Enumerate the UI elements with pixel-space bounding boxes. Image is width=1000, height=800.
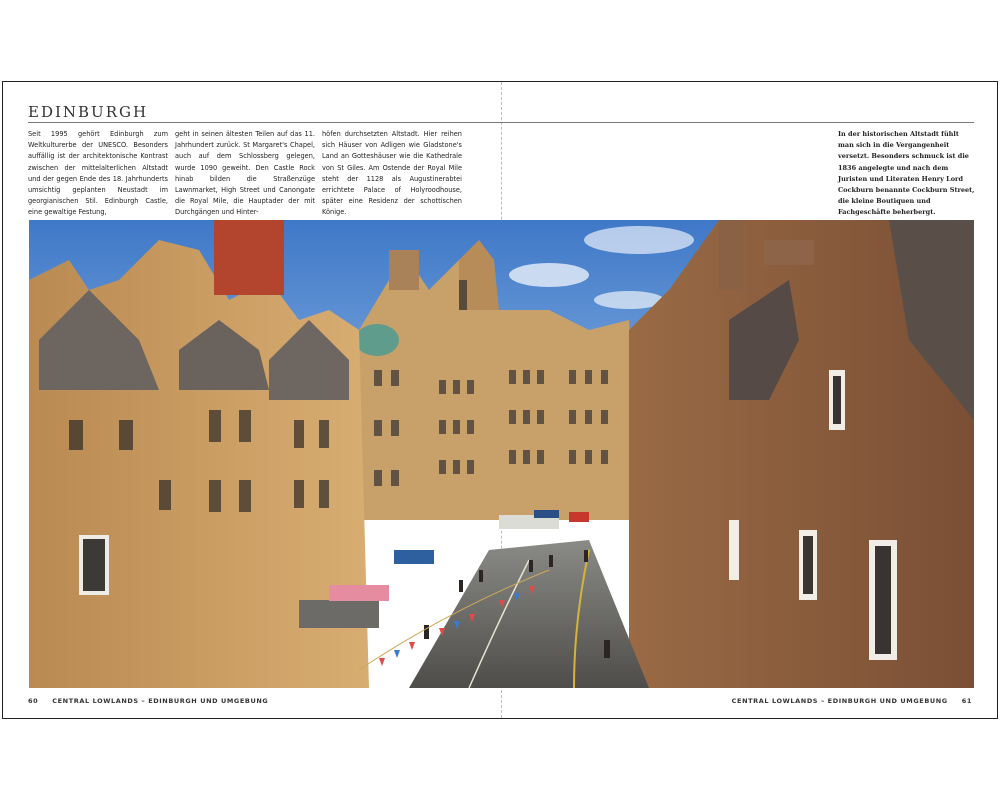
- book-spread: [2, 81, 998, 719]
- photo-caption: In der historischen Altstadt fühlt man sich in die Vergangenheit versetzt. Besonders schmuck ist die 1836 angelegte und nach dem Juristen und Literaten Henry Lord Cockburn benannte Cockburn Street, die kleine Boutiquen und Fachgeschäfte beherbergt.: [838, 130, 975, 217]
- running-footer-right: CENTRAL LOWLANDS – EDINBURGH UND UMGEBUNG: [731, 697, 948, 705]
- text-column-3: höfen durchsetzten Altstadt. Hier reihen sich Häuser von Adligen wie Gladstone's Land an Gotteshäuser wie die Kathedrale von St Giles. Am Ostende der Royal Mile steht der 1128 als Augustinerabtei errichtete Palace of Holyroodhouse, später eine Residenz der schottischen Könige.: [322, 130, 462, 217]
- text-column-1: Seit 1995 gehört Edinburgh zum Weltkulturerbe der UNESCO. Besonders auffällig ist der architektonische Kontrast zwischen der mittelalterlichen Altstadt und der gegen Ende des 18. Jahrhunderts umsichtig geplanten Neustadt im georgianischen Stil. Edinburgh Castle, eine gewaltige Festung,: [28, 130, 168, 217]
- street-photo: [29, 220, 974, 688]
- footer-left: [28, 697, 268, 705]
- footer-right: [732, 697, 972, 705]
- running-footer-left: CENTRAL LOWLANDS – EDINBURGH UND UMGEBUNG: [52, 697, 269, 705]
- page-number-right: 61: [961, 697, 972, 705]
- text-column-2: geht in seinen ältesten Teilen auf das 11. Jahrhundert zurück. St Margaret's Chapel, auch auf dem Schlossberg gelegen, wurde 1090 geweiht. Den Castle Rock hinab bilden die Straßenzüge Lawnmarket, High Street und Canongate die Royal Mile, die Hauptader der mit Durchgängen und Hinter-: [175, 130, 315, 217]
- page-title: EDINBURGH: [28, 103, 149, 121]
- page-number-left: 60: [28, 697, 39, 705]
- title-rule: [28, 122, 974, 123]
